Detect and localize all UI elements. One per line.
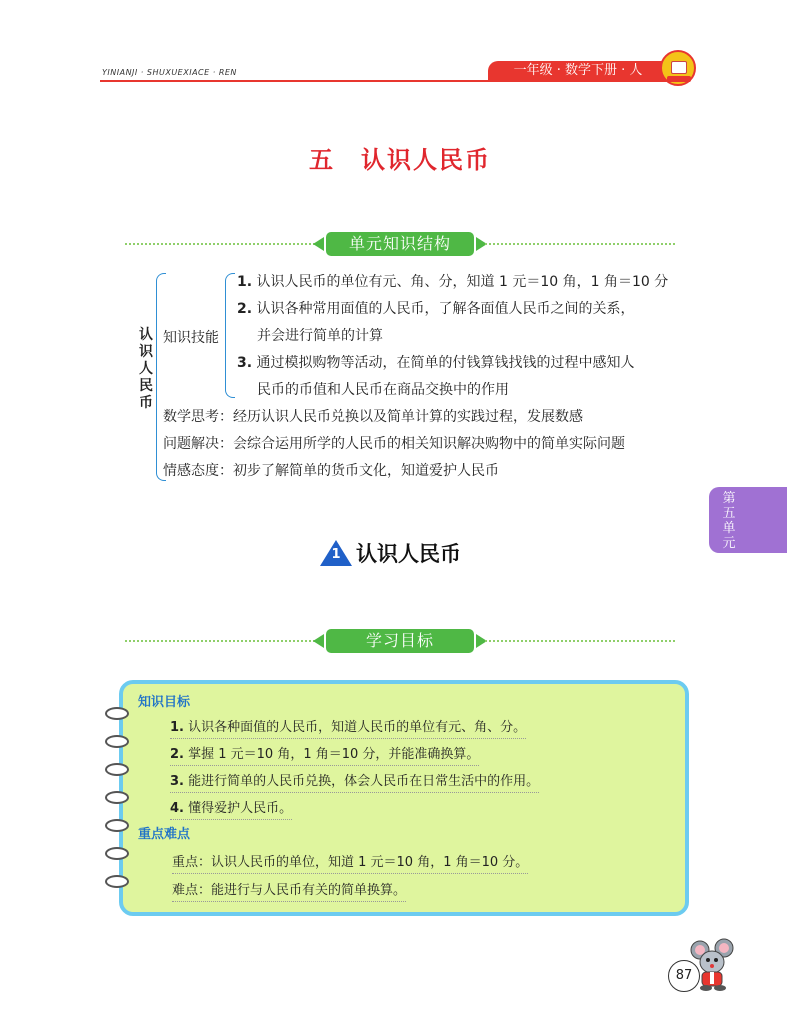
dotted-divider	[485, 640, 675, 642]
goal-item-2: 2. 掌握 1 元＝10 角，1 角＝10 分，并能准确换算。	[170, 743, 479, 766]
unit-side-tab	[709, 487, 787, 553]
goals-heading: 学习目标	[326, 629, 474, 653]
mouse-mascot-icon	[690, 938, 736, 992]
spiral-ring-icon	[105, 875, 129, 888]
knowledge-goals-label: 知识目标	[138, 695, 191, 710]
chapter-title: 五 认识人民币	[309, 146, 491, 174]
brace-skills	[225, 273, 235, 398]
header-rule	[100, 80, 690, 82]
skills-label: 知识技能	[163, 330, 219, 346]
math-thinking: 数学思考：经历认识人民币兑换以及简单计算的实践过程，发展数感	[163, 409, 583, 425]
dotted-divider	[485, 243, 675, 245]
skill-item-2-cont: 并会进行简单的计算	[257, 328, 383, 344]
unit-side-tab-label: 第五单元	[722, 491, 736, 551]
skill-item-3: 3. 通过模拟购物等活动，在简单的付钱算钱找钱的过程中感知人	[237, 355, 635, 371]
spiral-ring-icon	[105, 707, 129, 720]
spiral-ring-icon	[105, 819, 129, 832]
spiral-ring-icon	[105, 847, 129, 860]
goals-banner	[125, 629, 675, 653]
goal-item-1: 1. 认识各种面值的人民币，知道人民币的单位有元、角、分。	[170, 716, 526, 739]
attitude: 情感态度：初步了解简单的货币文化，知道爱护人民币	[163, 463, 499, 479]
unit-structure-heading: 单元知识结构	[326, 232, 474, 256]
dotted-divider	[125, 640, 315, 642]
spiral-ring-icon	[105, 735, 129, 748]
lesson-title-text: 认识人民币	[356, 542, 461, 566]
difficulty-item: 难点：能进行与人民币有关的简单换算。	[172, 879, 406, 902]
arrow-left-icon	[313, 634, 324, 648]
problem-solving: 问题解决：会综合运用所学的人民币的相关知识解决购物中的简单实际问题	[163, 436, 625, 452]
skill-item-2: 2. 认识各种常用面值的人民币，了解各面值人民币之间的关系，	[237, 301, 635, 317]
goal-item-3: 3. 能进行简单的人民币兑换，体会人民币在日常生活中的作用。	[170, 770, 539, 793]
dotted-divider	[125, 243, 315, 245]
book-logo-icon	[660, 50, 696, 86]
lesson-number: 1	[331, 547, 341, 562]
spiral-ring-icon	[105, 763, 129, 776]
key-point-item: 重点：认识人民币的单位，知道 1 元＝10 角，1 角＝10 分。	[172, 851, 528, 874]
spiral-ring-icon	[105, 791, 129, 804]
series-code: YINIANJI · SHUXUEXIACE · REN	[102, 68, 237, 77]
page-number: 87	[668, 960, 700, 992]
grade-tag: 一年级 · 数学下册 · 人	[488, 61, 668, 81]
goal-item-4: 4. 懂得爱护人民币。	[170, 797, 292, 820]
structure-root-label: 认识人民币	[139, 327, 153, 411]
unit-structure-banner	[125, 232, 675, 256]
key-points-label: 重点难点	[138, 827, 191, 842]
skill-item-3-cont: 民币的币值和人民币在商品交换中的作用	[257, 382, 509, 398]
skill-item-1: 1. 认识人民币的单位有元、角、分，知道 1 元＝10 角，1 角＝10 分	[237, 274, 669, 290]
arrow-left-icon	[313, 237, 324, 251]
